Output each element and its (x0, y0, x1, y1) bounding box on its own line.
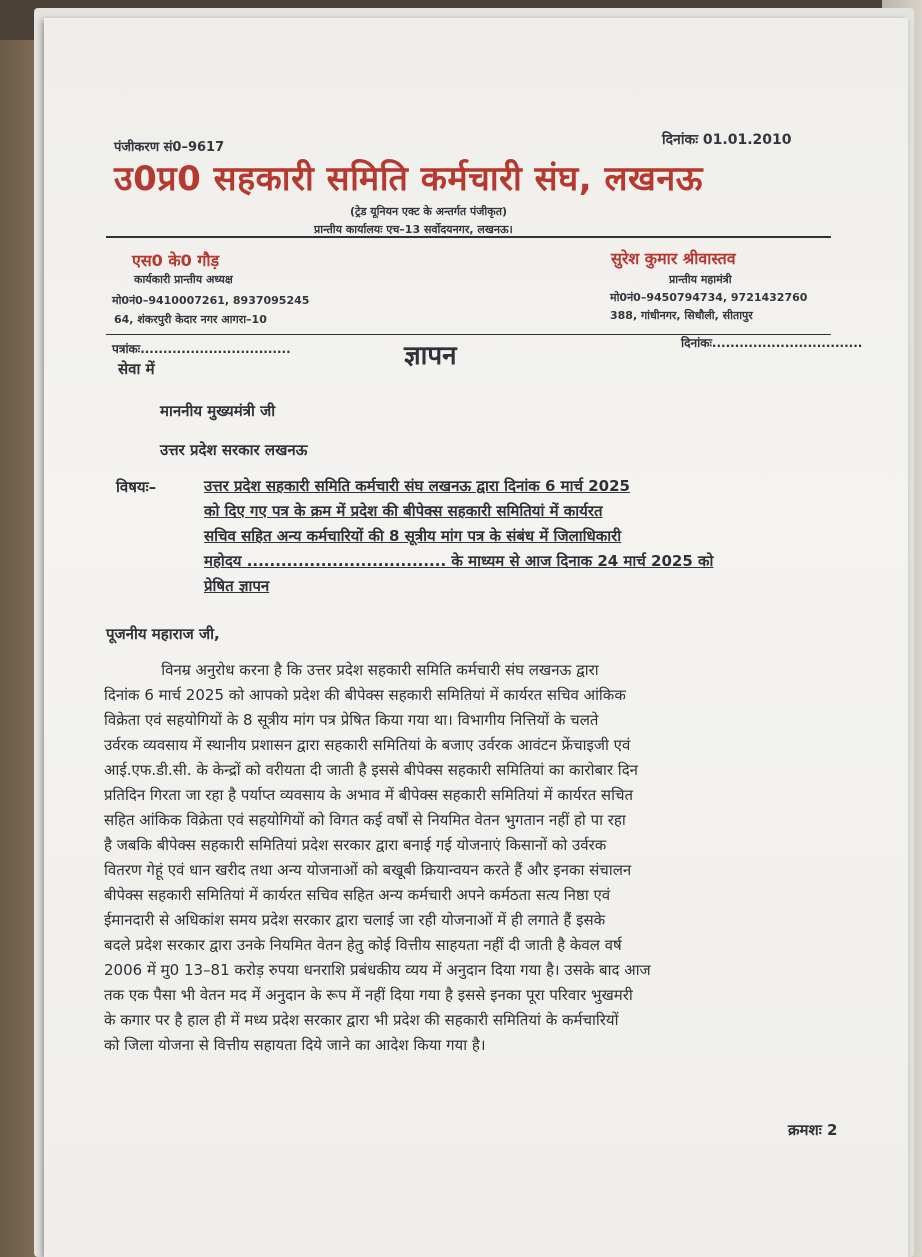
header-divider (106, 236, 831, 238)
body-line: सहित आंकिक विक्रेता एवं सहयोगियों को विगत कई वर्षों से नियमित वेतन भुगतान नहीं हो पा रहा (104, 811, 626, 829)
subject-line: सचिव सहित अन्य कर्मचारियों की 8 सूत्रीय मांग पत्र के संबंध में जिलाधिकारी (204, 527, 622, 545)
letter-page (44, 18, 908, 1257)
sewa-mein: सेवा में (118, 360, 155, 378)
continued-marker: क्रमशः 2 (788, 1121, 838, 1139)
letter-date-field: दिनांकः................................. (681, 336, 863, 350)
secretary-designation: प्रान्तीय महामंत्री (669, 273, 732, 286)
salutation: पूजनीय महाराज जी, (106, 625, 220, 643)
letterhead-date: दिनांकः 01.01.2010 (662, 132, 792, 148)
body-line: के कगार पर है हाल ही में मध्य प्रदेश सरकार द्वारा भी प्रदेश की सहकारी समितियां के कर्मचारियों (104, 1011, 619, 1029)
subject-line: को दिए गए पत्र के क्रम में प्रदेश की बीपेक्स सहकारी समितियां में कार्यरत (204, 502, 603, 520)
subtitle-office: प्रान्तीय कार्यालयः एच–13 सर्वोदयनगर, लखनऊ। (314, 223, 513, 236)
body-line: को जिला योजना से वित्तीय सहायता दिये जाने का आदेश किया गया है। (104, 1036, 486, 1054)
organization-title: उ0प्र0 सहकारी समिति कर्मचारी संघ, लखनऊ (114, 159, 703, 199)
president-address: 64, शंकरपुरी केदार नगर आगरा–10 (114, 313, 267, 326)
memorandum-heading: ज्ञापन (404, 341, 457, 371)
secretary-address: 388, गांधीनगर, सिधौली, सीतापुर (610, 309, 753, 322)
addressee-line-1: माननीय मुख्यमंत्री जी (160, 402, 276, 420)
body-line: तक एक पैसा भी वेतन मद में अनुदान के रूप में नहीं दिया गया है इससे इनका पूरा परिवार भुखमरी (104, 986, 633, 1004)
body-line: बीपेक्स सहकारी समितियां में कार्यरत सचिव सहित अन्य कर्मचारी अपने कर्मठता सत्य निष्ठा एवं (104, 886, 611, 904)
secretary-mobile: मो0नं0–9450794734, 9721432760 (610, 291, 808, 304)
body-line: ईमानदारी से अधिकांश समय प्रदेश सरकार द्वारा चलाई जा रही योजनाओं में ही लगाते हैं इसके (104, 911, 606, 929)
body-paragraph (104, 658, 848, 1058)
subtitle-registration: (ट्रेड यूनियन एक्ट के अन्तर्गत पंजीकृत) (350, 205, 508, 218)
body-line: है जबकि बीपेक्स सहकारी समितियां प्रदेश सरकार द्वारा बनाई गई योजनाएं किसानों को उर्वरक (104, 836, 607, 854)
body-line: बदले प्रदेश सरकार द्वारा उनके नियमित वेतन हेतु कोई वित्तीय साहयता नहीं दी जाती है केवल वर्ष (104, 936, 622, 954)
subject-label: विषयः– (116, 478, 157, 496)
body-line: विक्रेता एवं सहयोगियों के 8 सूत्रीय मांग पत्र प्रेषित किया गया था। विभागीय नित्तियों के चलते (104, 711, 599, 729)
body-line: दिनांक 6 मार्च 2025 को आपको प्रदेश की बीपेक्स सहकारी समितियां में कार्यरत सचिव आंकिक (104, 686, 626, 704)
president-designation: कार्यकारी प्रान्तीय अध्यक्ष (134, 273, 233, 286)
president-mobile: मो0नं0–9410007261, 8937095245 (112, 294, 310, 307)
subject-text (204, 474, 834, 599)
body-line: उर्वरक व्यवसाय में स्थानीय प्रशासन द्वारा सहकारी समितियां के बजाए उर्वरक आवंटन फ्रेंचाइजी एवं (104, 736, 631, 754)
subject-line: उत्तर प्रदेश सहकारी समिति कर्मचारी संघ लखनऊ द्वारा दिनांक 6 मार्च 2025 (204, 477, 630, 495)
addressee-line-2: उत्तर प्रदेश सरकार लखनऊ (160, 441, 308, 459)
secretary-name: सुरेश कुमार श्रीवास्तव (611, 249, 736, 268)
body-line: आई.एफ.डी.सी. के केन्द्रों को वरीयता दी जाती है इससे बीपेक्स सहकारी समितियां का कारोबार दिन (104, 761, 638, 779)
body-line: विनम्र अनुरोध करना है कि उत्तर प्रदेश सहकारी समिति कर्मचारी संघ लखनऊ द्वारा (104, 661, 599, 679)
subject-line: महोदय ................................... के माध्यम से आज दिनाक 24 मार्च 2025 को (204, 552, 714, 570)
reference-number-field: पत्रांकः................................. (112, 342, 291, 356)
subject-line: प्रेषित ज्ञापन (204, 577, 270, 595)
body-line: वितरण गेहूं एवं धान खरीद तथा अन्य योजनाओं को बखूबी क्रियान्वयन करते हैं और इनका संचालन (104, 861, 632, 879)
body-line: प्रतिदिन गिरता जा रहा है पर्याप्त व्यवसाय के अभाव में बीपेक्स सहकारी समितियां में कार्यरत सचित (104, 786, 634, 804)
body-line: 2006 में मु0 13–81 करोड़ रुपया धनराशि प्रबंधकीय व्यय में अनुदान दिया गया है। उसके बाद आज (104, 961, 651, 979)
registration-number: पंजीकरण सं0–9617 (114, 140, 225, 155)
president-name: एस0 के0 गौड़ (132, 251, 220, 270)
